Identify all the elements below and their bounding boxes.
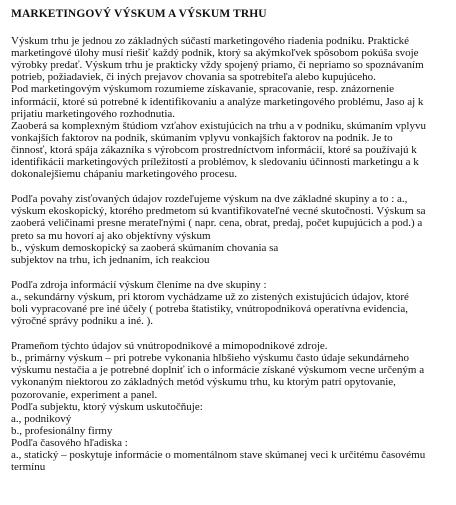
text-line: Prameňom týchto údajov sú vnútropodnikové a mimopodnikové zdroje.: [11, 340, 328, 353]
text-line: a., podnikový: [11, 412, 72, 425]
paragraph-primary-research: [11, 340, 450, 473]
paragraph-intro: [11, 35, 450, 180]
paragraph-information-sources: [11, 279, 450, 327]
text-line: Pod marketingovým výskumom rozumieme získavanie, spracovanie, resp. znázornenie: [11, 83, 395, 96]
document-title: MARKETINGOVÝ VÝSKUM A VÝSKUM TRHU: [11, 8, 267, 20]
text-line: prijatiu marketingového rozhodnutia.: [11, 107, 176, 120]
text-line: Výskum trhu je jednou zo základných súčastí marketingového riadenia podniku. Praktické: [11, 35, 410, 48]
text-line: výročné správy podniku a iné. ).: [11, 315, 154, 328]
text-line: Zaoberá sa komplexným štúdiom vzťahov existujúcich na trhu a v podniku, skúmaním vplyvu: [11, 119, 426, 132]
text-line: a., sekundárny výskum, pri ktorom vychádzame už zo zistených existujúcich údajov, ktoré: [11, 290, 409, 303]
text-line: marketingové úlohy musí riešiť každý podnik, ktorý sa akýmkoľvek spôsobom pokúša svoje: [11, 47, 419, 60]
text-line: pozorovanie, experiment a panel.: [11, 388, 158, 401]
text-line: Podľa zdroja informácií výskum členíme na dve skupiny :: [11, 278, 267, 291]
text-line: Podľa časového hľadiska :: [11, 436, 128, 449]
text-line: výrobky predať. Výskum trhu je prakticky vždy spojený priamo, či nepriamo so spoznávaním: [11, 59, 424, 72]
text-line: činnosť, ktorá spája zákazníka s výrobcom prostredníctvom informácií, ktoré sa používajú k: [11, 143, 417, 156]
paragraph-data-types: [11, 193, 450, 266]
text-line: boli vypracované pre iné účely ( potreba štatistiky, vnútropodniková operatívna evidencia,: [11, 302, 408, 315]
text-line: potrieb, požiadaviek, či iných prejavov chovania sa spotrebiteľa alebo kupujúceho.: [11, 71, 376, 84]
text-line: vonkajších faktorov na podnik, skúmaním vplyvu vonkajších faktorov na podnik. Je to: [11, 131, 393, 144]
text-line: výskumu nestačia a je potrebné doplniť ich o informácie získané výskumom vecne určeným a: [11, 364, 425, 377]
text-line: vykonaným niektorou zo základných metód výskumu trhu, ku ktorým patrí opytovanie,: [11, 376, 396, 389]
text-line: b., výskum demoskopický sa zaoberá skúmaním chovania sa: [11, 241, 279, 254]
text-line: subjektov na trhu, ich jednaním, ich reakciou: [11, 253, 210, 266]
text-line: b., primárny výskum – pri potrebe vykonania hlbšieho výskumu často údaje sekundárneho: [11, 352, 410, 365]
text-line: a., statický – poskytuje informácie o momentálnom stave skúmanej veci k určitému časovému: [11, 449, 426, 461]
text-line: termínu: [11, 461, 46, 474]
text-line: zaoberá veličinami presne merateľnými ( napr. cena, obrat, predaj, počet kupujúcich a pod.) a: [11, 217, 423, 230]
text-line: b., profesionálny firmy: [11, 424, 113, 437]
text-line: identifikácii marketingových príležitostí a problémov, k sledovaniu účinnosti marketingu a k: [11, 156, 419, 169]
text-line: informácií, ktoré sú potrebné k identifikovaniu a analýze marketingového problému, Jaso aj k: [11, 95, 424, 108]
text-line: preto sa mu hovorí aj ako objektívny výskum: [11, 229, 211, 242]
text-line: dokonalejšiemu chápaniu marketingového procesu.: [11, 168, 238, 181]
text-line: Podľa subjektu, ktorý výskum uskutočňuje:: [11, 400, 203, 413]
text-line: Podľa povahy zisťovaných údajov rozdeľujeme výskum na dve základné skupiny a to : a.,: [11, 193, 408, 206]
text-line: výskum ekoskopický, ktorého predmetom sú kvantifikovateľné vecné skutočnosti. Výskum sa: [11, 205, 426, 218]
